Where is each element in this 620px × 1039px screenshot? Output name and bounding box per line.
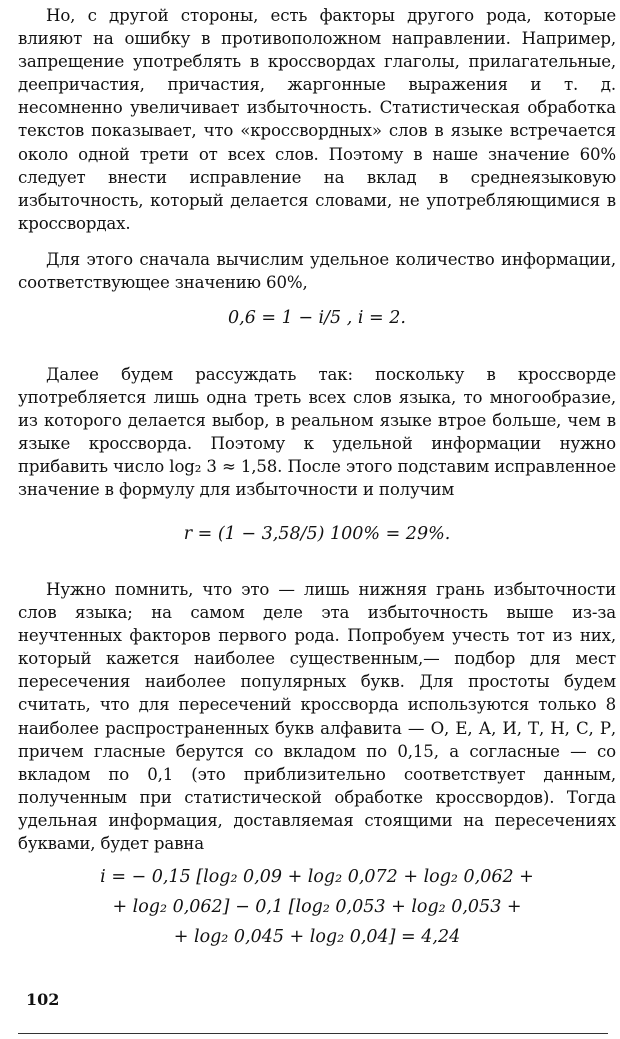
formula-specific-information xyxy=(18,862,616,952)
formula-information: 0,6 = 1 − i/5 , i = 2. xyxy=(228,308,406,328)
page-number: 102 xyxy=(26,990,60,1009)
formula-line-1: i = − 0,15 [log₂ 0,09 + log₂ 0,072 + log₂ 0,062 + xyxy=(100,867,534,887)
paragraph-1: Но, с другой стороны, есть факторы другого рода, которые влияют на ошибку в противоположном направлении. Например, запрещение употреблять в кроссвордах глаголы, прилагательные, деепричастия, причастия, жаргонные выражения и т. д. несомненно увеличивает избыточность. Статистическая обработка текстов показывает, что «кроссвордных» слов в языке встречается около одной трети от всех слов. Поэтому в наше значение 60% следует внести исправление на вклад в среднеязыковую избыточность, который делается словами, не употребляющимися в кроссвордах. xyxy=(18,6,616,233)
formula-line-3: + log₂ 0,045 + log₂ 0,04] = 4,24 xyxy=(173,927,461,947)
bottom-rule xyxy=(18,1033,608,1034)
formula-line-2: + log₂ 0,062] − 0,1 [log₂ 0,053 + log₂ 0,053 + xyxy=(112,897,522,917)
paragraph-2: Для этого сначала вычислим удельное количество информации, соответствующее значению 60%, xyxy=(18,250,616,293)
paragraph-4: Нужно помнить, что это — лишь нижняя грань избыточности слов языка; на самом деле эта избыточность выше из-за неучтенных факторов первого рода. Попробуем учесть тот из них, который кажется наиболее существенным,— подбор для мест пересечения наиболее популярных букв. Для простоты будем считать, что для пересечений кроссворда используются только 8 наиболее распространенных букв алфавита — О, Е, А, И, Т, Н, С, Р, причем гласные берутся со вкладом по 0,15, а согласные — со вкладом по 0,1 (это приблизительно соответствует данным, полученным при статистической обработке кроссвордов). Тогда удельная информация, доставляемая стоящими на пересечениях буквами, будет равна xyxy=(18,580,616,854)
formula-redundancy: r = (1 − 3,58/5) 100% = 29%. xyxy=(183,524,451,544)
paragraph-3: Далее будем рассуждать так: поскольку в кроссворде употребляется лишь одна треть всех слов языка, то многообразие, из которого делается выбор, в реальном языке втрое больше, чем в языке кроссворда. Поэтому к удельной информации нужно прибавить число log₂ 3 ≈ 1,58. После этого подставим исправленное значение в формулу для избыточности и получим xyxy=(18,365,616,500)
